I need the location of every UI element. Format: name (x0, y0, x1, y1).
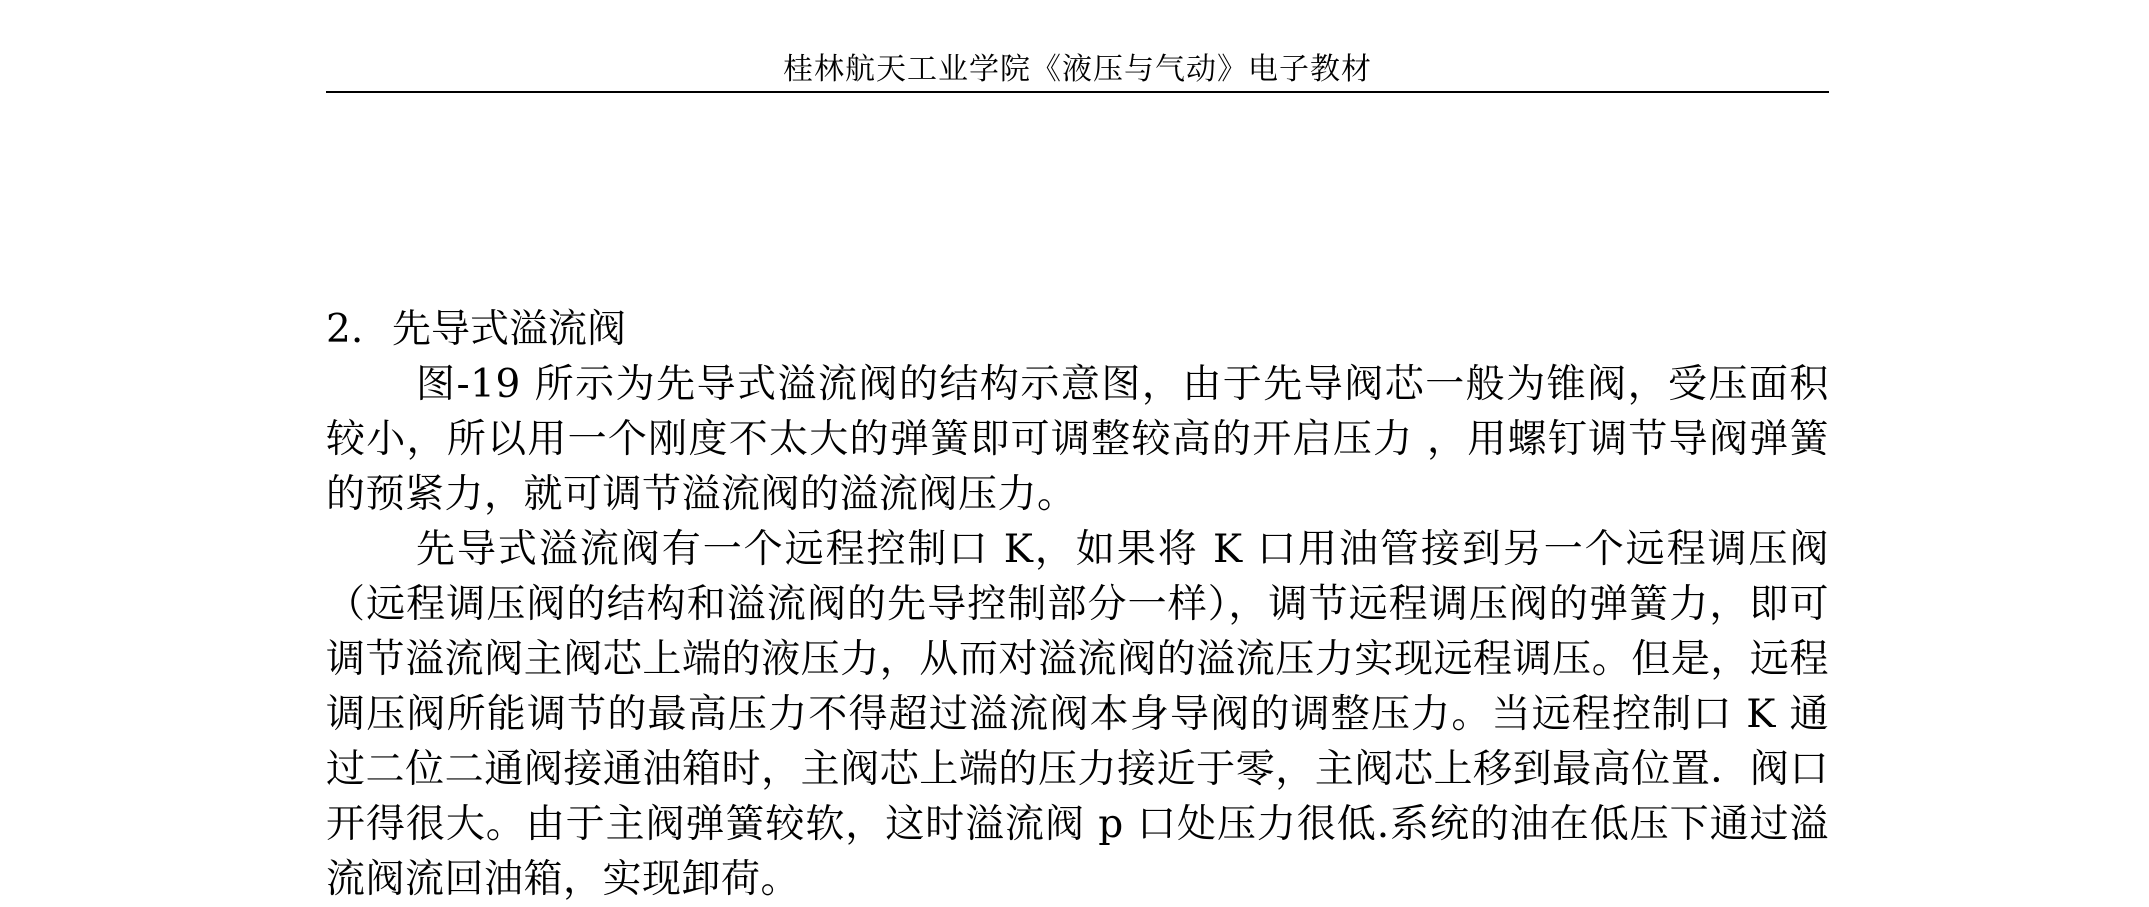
section-number: 2. (326, 307, 364, 352)
section-title: 先导式溢流阀 (392, 307, 627, 352)
paragraph-1: 图-19 所示为先导式溢流阀的结构示意图，由于先导阀芯一般为锥阀，受压面积较小，所以用一个刚度不太大的弹簧即可调整较高的开启压力 ，用螺钉调节导阀弹簧的预紧力，就可调节溢流阀的溢流阀压力。 (326, 362, 1829, 517)
paragraph-2: 先导式溢流阀有一个远程控制口 K，如果将 K 口用油管接到另一个远程调压阀（远程调压阀的结构和溢流阀的先导控制部分一样），调节远程调压阀的弹簧力，即可调节溢流阀主阀芯上端的液压力，从而对溢流阀的溢流压力实现远程调压。但是，远程调压阀所能调节的最高压力不得超过溢流阀本身导阀的调整压力。当远程控制口 K 通过二位二通阀接通油箱时，主阀芯上端的压力接近于零，主阀芯上移到最高位置．阀口开得很大。由于主阀弹簧较软，这时溢流阀 p 口处压力很低.系统的油在低压下通过溢流阀流回油箱，实现卸荷。 (326, 527, 1829, 902)
header-rule (326, 91, 1829, 93)
section-heading (326, 302, 1829, 357)
running-header: 桂林航天工业学院《液压与气动》电子教材 (783, 52, 1372, 87)
body-text (326, 302, 1829, 907)
